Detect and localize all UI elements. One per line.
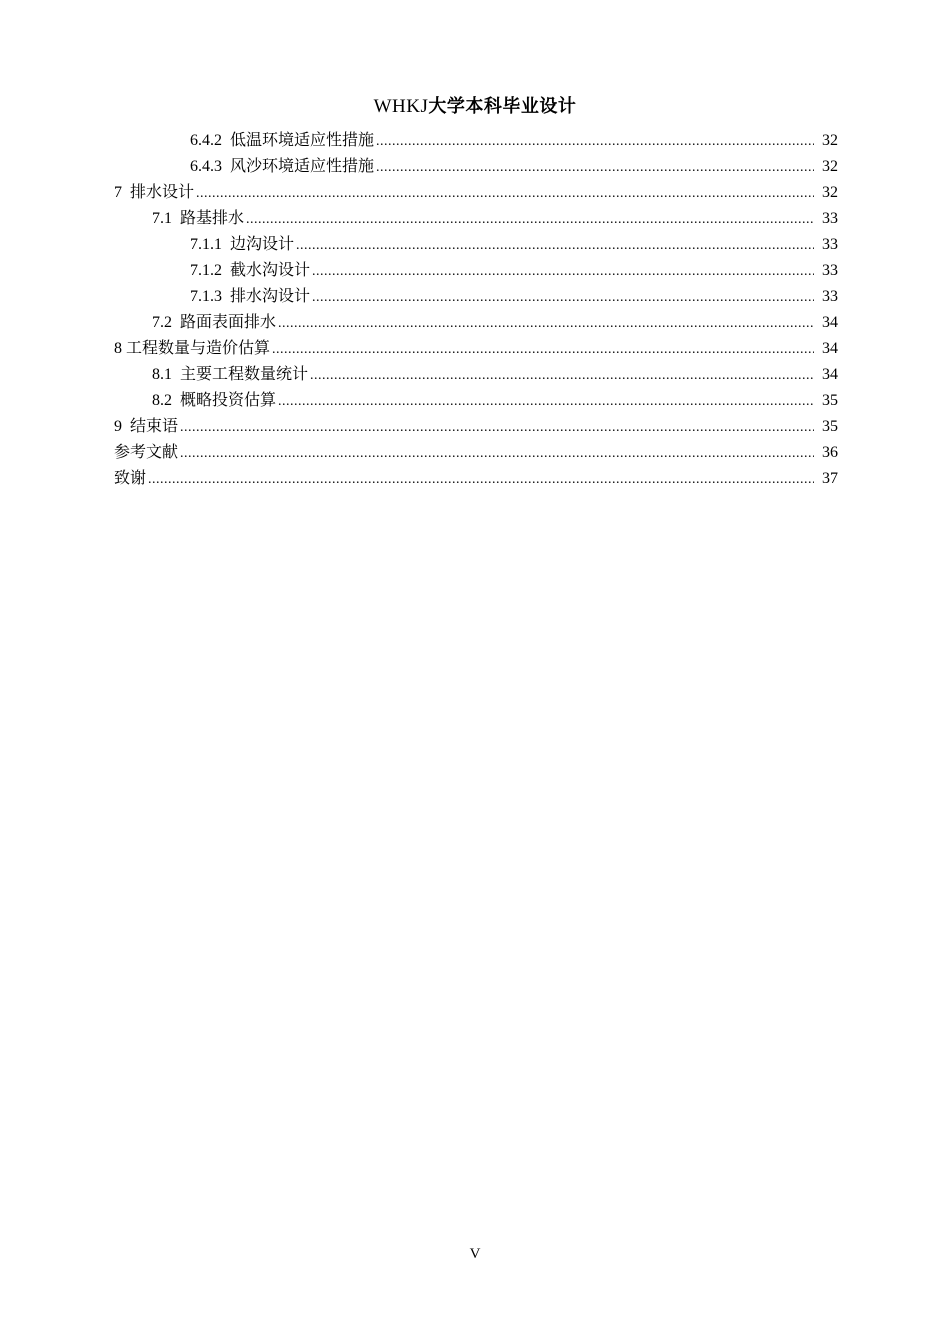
toc-entry-page: 33 — [822, 288, 838, 305]
toc-entry-title: 参考文献 — [114, 442, 179, 461]
toc-entry-number: 8.1 — [152, 366, 172, 383]
toc-entry-title: 致谢 — [114, 468, 147, 487]
toc-dot-leader — [278, 389, 814, 415]
toc-entry-spacer — [172, 388, 180, 414]
toc-entry-spacer — [122, 180, 130, 206]
header-title: 大学本科毕业设计 — [428, 96, 577, 117]
toc-dot-leader — [196, 181, 814, 207]
toc-entry-page: 35 — [822, 392, 838, 409]
toc-entry-title: 边沟设计 — [230, 234, 295, 253]
toc-entry[interactable] — [114, 413, 838, 439]
toc-entry[interactable] — [114, 361, 838, 387]
toc-entry[interactable] — [114, 439, 838, 465]
toc-dot-leader — [180, 415, 814, 441]
toc-entry-title: 排水设计 — [130, 182, 195, 201]
toc-entry-page: 35 — [822, 418, 838, 435]
toc-entry-title: 概略投资估算 — [180, 390, 277, 409]
toc-entry[interactable] — [114, 335, 838, 361]
toc-entry-number: 8.2 — [152, 392, 172, 409]
toc-entry-number: 9 — [114, 418, 122, 435]
toc-entry-title: 低温环境适应性措施 — [230, 130, 375, 149]
toc-entry-page: 34 — [822, 340, 838, 357]
toc-entry-title: 结束语 — [130, 416, 179, 435]
toc-entry-page: 34 — [822, 314, 838, 331]
page-number: V — [469, 1246, 481, 1262]
toc-dot-leader — [312, 259, 814, 285]
toc-dot-leader — [180, 441, 814, 467]
toc-dot-leader — [296, 233, 814, 259]
toc-entry-title: 工程数量与造价估算 — [126, 338, 271, 357]
toc-entry-number: 8 — [114, 340, 122, 357]
toc-entry-page: 33 — [822, 210, 838, 227]
toc-entry-number: 7 — [114, 184, 122, 201]
toc-entry-number: 7.1.1 — [190, 236, 222, 253]
toc-entry-number: 7.1.2 — [190, 262, 222, 279]
toc-entry-number: 7.1.3 — [190, 288, 222, 305]
toc-entry-page: 32 — [822, 184, 838, 201]
toc-entry-spacer — [172, 310, 180, 336]
toc-entry-page: 37 — [822, 470, 838, 487]
toc-entry-spacer — [122, 414, 130, 440]
toc-dot-leader — [312, 285, 814, 311]
toc-dot-leader — [278, 311, 814, 337]
toc-dot-leader — [310, 363, 814, 389]
toc-entry-number: 6.4.2 — [190, 132, 222, 149]
toc-dot-leader — [376, 129, 814, 155]
toc-dot-leader — [246, 207, 814, 233]
toc-entry[interactable] — [114, 465, 838, 491]
toc-entry-page: 32 — [822, 158, 838, 175]
toc-dot-leader — [148, 467, 814, 493]
toc-entry-spacer — [222, 232, 230, 258]
toc-entry[interactable] — [114, 231, 838, 257]
toc-entry-page: 33 — [822, 236, 838, 253]
toc-entry-title: 路面表面排水 — [180, 312, 277, 331]
toc-entry-spacer — [222, 284, 230, 310]
toc-entry-spacer — [222, 258, 230, 284]
toc-entry[interactable] — [114, 205, 838, 231]
toc-entry[interactable] — [114, 127, 838, 153]
toc-entry-title: 截水沟设计 — [230, 260, 311, 279]
toc-entry[interactable] — [114, 309, 838, 335]
toc-entry-number: 7.1 — [152, 210, 172, 227]
header-school: WHKJ — [373, 96, 429, 117]
toc-entry-number: 6.4.3 — [190, 158, 222, 175]
toc-entry[interactable] — [114, 387, 838, 413]
toc-entry[interactable] — [114, 283, 838, 309]
toc-entry[interactable] — [114, 179, 838, 205]
toc-dot-leader — [376, 155, 814, 181]
toc-entry-title: 路基排水 — [180, 208, 245, 227]
toc-entry-spacer — [222, 154, 230, 180]
toc-entry-spacer — [172, 206, 180, 232]
toc-entry[interactable] — [114, 153, 838, 179]
toc-entry-number: 7.2 — [152, 314, 172, 331]
toc-entry-title: 主要工程数量统计 — [180, 364, 309, 383]
toc-entry-page: 36 — [822, 444, 838, 461]
toc-entry[interactable] — [114, 257, 838, 283]
toc-entry-title: 排水沟设计 — [230, 286, 311, 305]
toc-dot-leader — [272, 337, 814, 363]
table-of-contents — [114, 127, 838, 491]
toc-entry-page: 33 — [822, 262, 838, 279]
page-header — [0, 94, 950, 120]
toc-entry-title: 风沙环境适应性措施 — [230, 156, 375, 175]
toc-entry-spacer — [172, 362, 180, 388]
toc-entry-spacer — [222, 128, 230, 154]
toc-entry-page: 32 — [822, 132, 838, 149]
toc-entry-page: 34 — [822, 366, 838, 383]
